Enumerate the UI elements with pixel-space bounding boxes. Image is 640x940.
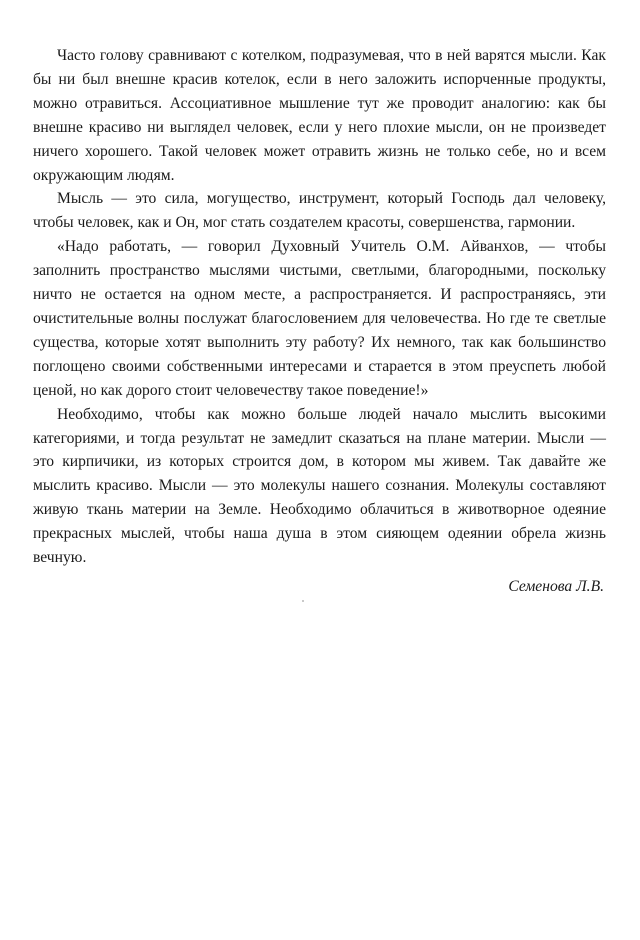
paragraph-4: Необходимо, чтобы как можно больше людей начало мыслить высокими категориями, и тогда результат не замедлит сказаться на плане материи. Мысли — это кирпичики, из которых строится дом, в котором мы живем. Так давайте же мыслить красиво. Мысли — это молекулы нашего сознания. Молекулы составляют живую ткань материи на Земле. Необходимо облачиться в животворное одеяние прекрасных мыслей, чтобы наша душа в этом сияющем одеянии обрела жизнь вечную.	[33, 405, 606, 567]
article-body	[33, 44, 606, 570]
scan-speck	[302, 600, 304, 602]
paragraph-1: Часто голову сравнивают с котелком, подразумевая, что в ней варятся мысли. Как бы ни был внешне красив котелок, если в него заложить испорченные продукты, можно отравиться. Ассоциативное мышление тут же проводит аналогию: как бы внешне красиво ни выглядел человек, если у него плохие мысли, он не произведет ничего хорошего. Такой человек может отравить жизнь не только себе, но и всем окружающим людям.	[33, 47, 606, 184]
paragraph-3-quote: «Надо работать, — говорил Духовный Учитель О.М. Айванхов, — чтобы заполнить пространство мыслями чистыми, светлыми, благородными, поскольку ничто не остается на одном месте, а распространяется. И распространяясь, эти очистительные волны послужат благословением для человечества. Но где те светлые существа, которые хотят выполнить эту работу? Их немного, так как большинство поглощено своими собственными интересами и старается в этом преуспеть любой ценой, но как дорого стоит человечеству такое поведение!»	[33, 238, 606, 399]
author-signature: Семенова Л.В.	[508, 578, 604, 595]
paragraph-2: Мысль — это сила, могущество, инструмент, который Господь дал человеку, чтобы человек, как и Он, мог стать создателем красоты, совершенства, гармонии.	[33, 190, 606, 232]
